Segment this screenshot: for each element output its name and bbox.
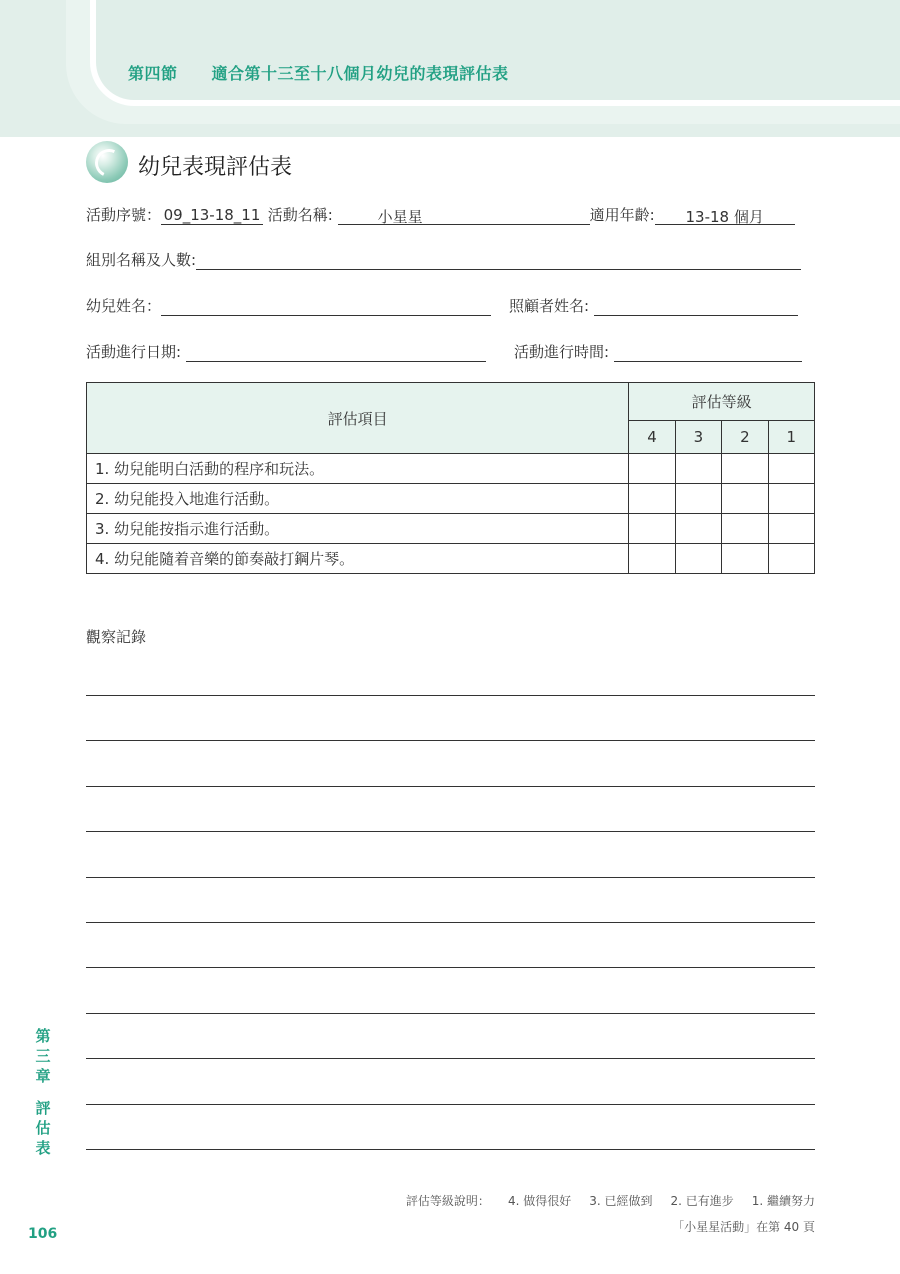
level-4-checkbox[interactable] (629, 454, 675, 484)
observation-label: 觀察記錄 (86, 628, 147, 646)
level-1-checkbox[interactable] (768, 514, 814, 544)
level-header: 評估等級 (629, 383, 815, 421)
level-4-checkbox[interactable] (629, 514, 675, 544)
age-value[interactable]: 13-18 個月 (655, 206, 795, 225)
observation-line[interactable] (86, 831, 815, 832)
level-4-checkbox[interactable] (629, 544, 675, 574)
observation-line[interactable] (86, 1149, 815, 1150)
table-row (87, 484, 815, 514)
grade-legend (406, 1192, 815, 1209)
observation-line[interactable] (86, 877, 815, 878)
section-number: 第四節 (128, 64, 178, 83)
caregiver-label: 照顧者姓名: (509, 297, 590, 315)
observation-line[interactable] (86, 1013, 815, 1014)
legend-label: 評估等級說明： (405, 1194, 490, 1208)
level-1-header: 1 (768, 421, 814, 454)
child-name-row (86, 295, 491, 316)
level-3-checkbox[interactable] (675, 514, 721, 544)
legend-item: 1. 繼續努力 (751, 1194, 815, 1208)
bubble-icon (86, 141, 128, 183)
activity-no-label: 活動序號： (86, 206, 162, 224)
observation-line[interactable] (86, 786, 815, 787)
level-2-checkbox[interactable] (722, 544, 768, 574)
date-field[interactable] (186, 343, 486, 362)
activity-info-row (86, 204, 795, 225)
child-name-label: 幼兒姓名： (86, 297, 162, 315)
legend-item: 4. 做得很好 (507, 1194, 572, 1208)
chapter-char: 第 (35, 1027, 51, 1045)
date-label: 活動進行日期: (86, 343, 182, 361)
table-row (87, 514, 815, 544)
activity-name-label: 活動名稱: (267, 206, 333, 224)
legend-item: 3. 已經做到 (589, 1194, 653, 1208)
tab-spacer (34, 1086, 52, 1098)
caregiver-row (509, 295, 798, 316)
activity-no-value[interactable]: 09_13-18_11 (161, 206, 263, 225)
header-inner-shape (90, 0, 900, 106)
observation-line[interactable] (86, 695, 815, 696)
group-row (86, 249, 801, 270)
item-header: 評估項目 (87, 383, 629, 454)
chapter-char: 章 (35, 1067, 51, 1085)
level-4-header: 4 (629, 421, 675, 454)
item-text: 3. 幼兒能按指示進行活動。 (87, 514, 629, 544)
activity-name-field[interactable] (338, 206, 590, 225)
section-title: 適合第十三至十八個月幼兒的表現評估表 (211, 64, 509, 83)
caregiver-field[interactable] (594, 297, 798, 316)
level-3-checkbox[interactable] (675, 454, 721, 484)
evaluation-table (86, 382, 815, 574)
observation-line[interactable] (86, 967, 815, 968)
observation-line[interactable] (86, 1058, 815, 1059)
time-row (514, 341, 802, 362)
time-field[interactable] (614, 343, 802, 362)
age-label: 適用年齡: (589, 206, 655, 224)
observation-line[interactable] (86, 922, 815, 923)
date-row (86, 341, 486, 362)
table-row (87, 454, 815, 484)
topic-char: 表 (35, 1139, 51, 1157)
level-3-header: 3 (675, 421, 721, 454)
group-field[interactable] (196, 251, 801, 270)
level-3-checkbox[interactable] (675, 484, 721, 514)
level-1-checkbox[interactable] (768, 454, 814, 484)
activity-reference: 「小星星活動」在第 40 頁 (672, 1220, 815, 1234)
table-row (87, 544, 815, 574)
child-name-field[interactable] (161, 297, 491, 316)
page-number: 106 (28, 1226, 58, 1242)
level-2-checkbox[interactable] (722, 454, 768, 484)
level-2-header: 2 (722, 421, 768, 454)
page-title: 幼兒表現評估表 (138, 155, 293, 180)
chapter-char: 三 (35, 1047, 51, 1065)
time-label: 活動進行時間: (514, 343, 610, 361)
level-2-checkbox[interactable] (722, 484, 768, 514)
level-4-checkbox[interactable] (629, 484, 675, 514)
observation-line[interactable] (86, 740, 815, 741)
level-2-checkbox[interactable] (722, 514, 768, 544)
section-header (128, 61, 509, 84)
activity-name-value: 小星星 (377, 208, 423, 226)
topic-char: 估 (35, 1119, 51, 1137)
item-text: 2. 幼兒能投入地進行活動。 (87, 484, 629, 514)
observation-line[interactable] (86, 1104, 815, 1105)
level-3-checkbox[interactable] (675, 544, 721, 574)
item-text: 4. 幼兒能隨着音樂的節奏敲打鋼片琴。 (87, 544, 629, 574)
legend-item: 2. 已有進步 (670, 1194, 734, 1208)
group-label: 組別名稱及人數: (86, 251, 197, 269)
level-1-checkbox[interactable] (768, 484, 814, 514)
level-1-checkbox[interactable] (768, 544, 814, 574)
topic-char: 評 (35, 1099, 51, 1117)
chapter-side-tab (34, 1026, 52, 1158)
item-text: 1. 幼兒能明白活動的程序和玩法。 (87, 454, 629, 484)
